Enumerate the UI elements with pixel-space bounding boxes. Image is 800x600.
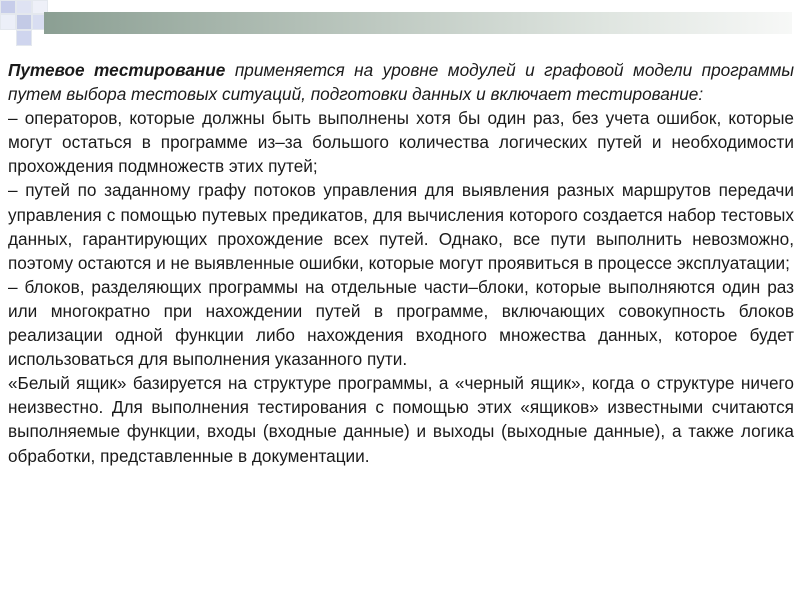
lead-term: Путевое тестирование [8, 60, 226, 80]
header-gradient-bar [44, 12, 792, 34]
decor-square [16, 14, 32, 30]
white-box-paragraph: «Белый ящик» базируется на структуре программы, а «черный ящик», когда о структуре ничего неизвестно. Для выполнения тестирования с помощью этих «ящиков» известными считаются выполняемые функции, входы (входные данные) и выходы (выходные данные), а также логика обработки, представленные в документации. [8, 373, 794, 466]
intro-paragraph [8, 58, 794, 106]
item-blocks: – блоков, разделяющих программы на отдельные части–блоки, которые выполняются один раз или многократно при нахождении путей в программе, включающих совокупность блоков реализации одной функции либо нахождения входного множества данных, которое будет использоваться для выполнения указанного пути. [8, 276, 794, 370]
intro-text: применяется на уровне модулей и графовой модели программы путем выбора тестовых ситуаций, подготовки данных и включает тестирование: [8, 60, 794, 105]
decor-square [16, 0, 32, 14]
decor-square [16, 30, 32, 46]
item-paths: – путей по заданному графу потоков управления для выявления разных маршрутов передачи управления с помощью путевых предикатов, для вычисления которого создается набор тестовых данных, гарантирующих прохождение всех путей. Однако, все пути выполнить невозможно, поэтому остаются и не выявленные ошибки, которые могут проявиться в процессе эксплуатации; [8, 180, 794, 273]
slide-body [8, 58, 794, 468]
decor-square [0, 14, 16, 30]
item-operators: – операторов, которые должны быть выполнены хотя бы один раз, без учета ошибок, которые могут остаться в программе из–за большого количества логических путей и необходимости прохождения подмножеств этих путей; [8, 108, 794, 177]
decor-square [0, 0, 16, 14]
